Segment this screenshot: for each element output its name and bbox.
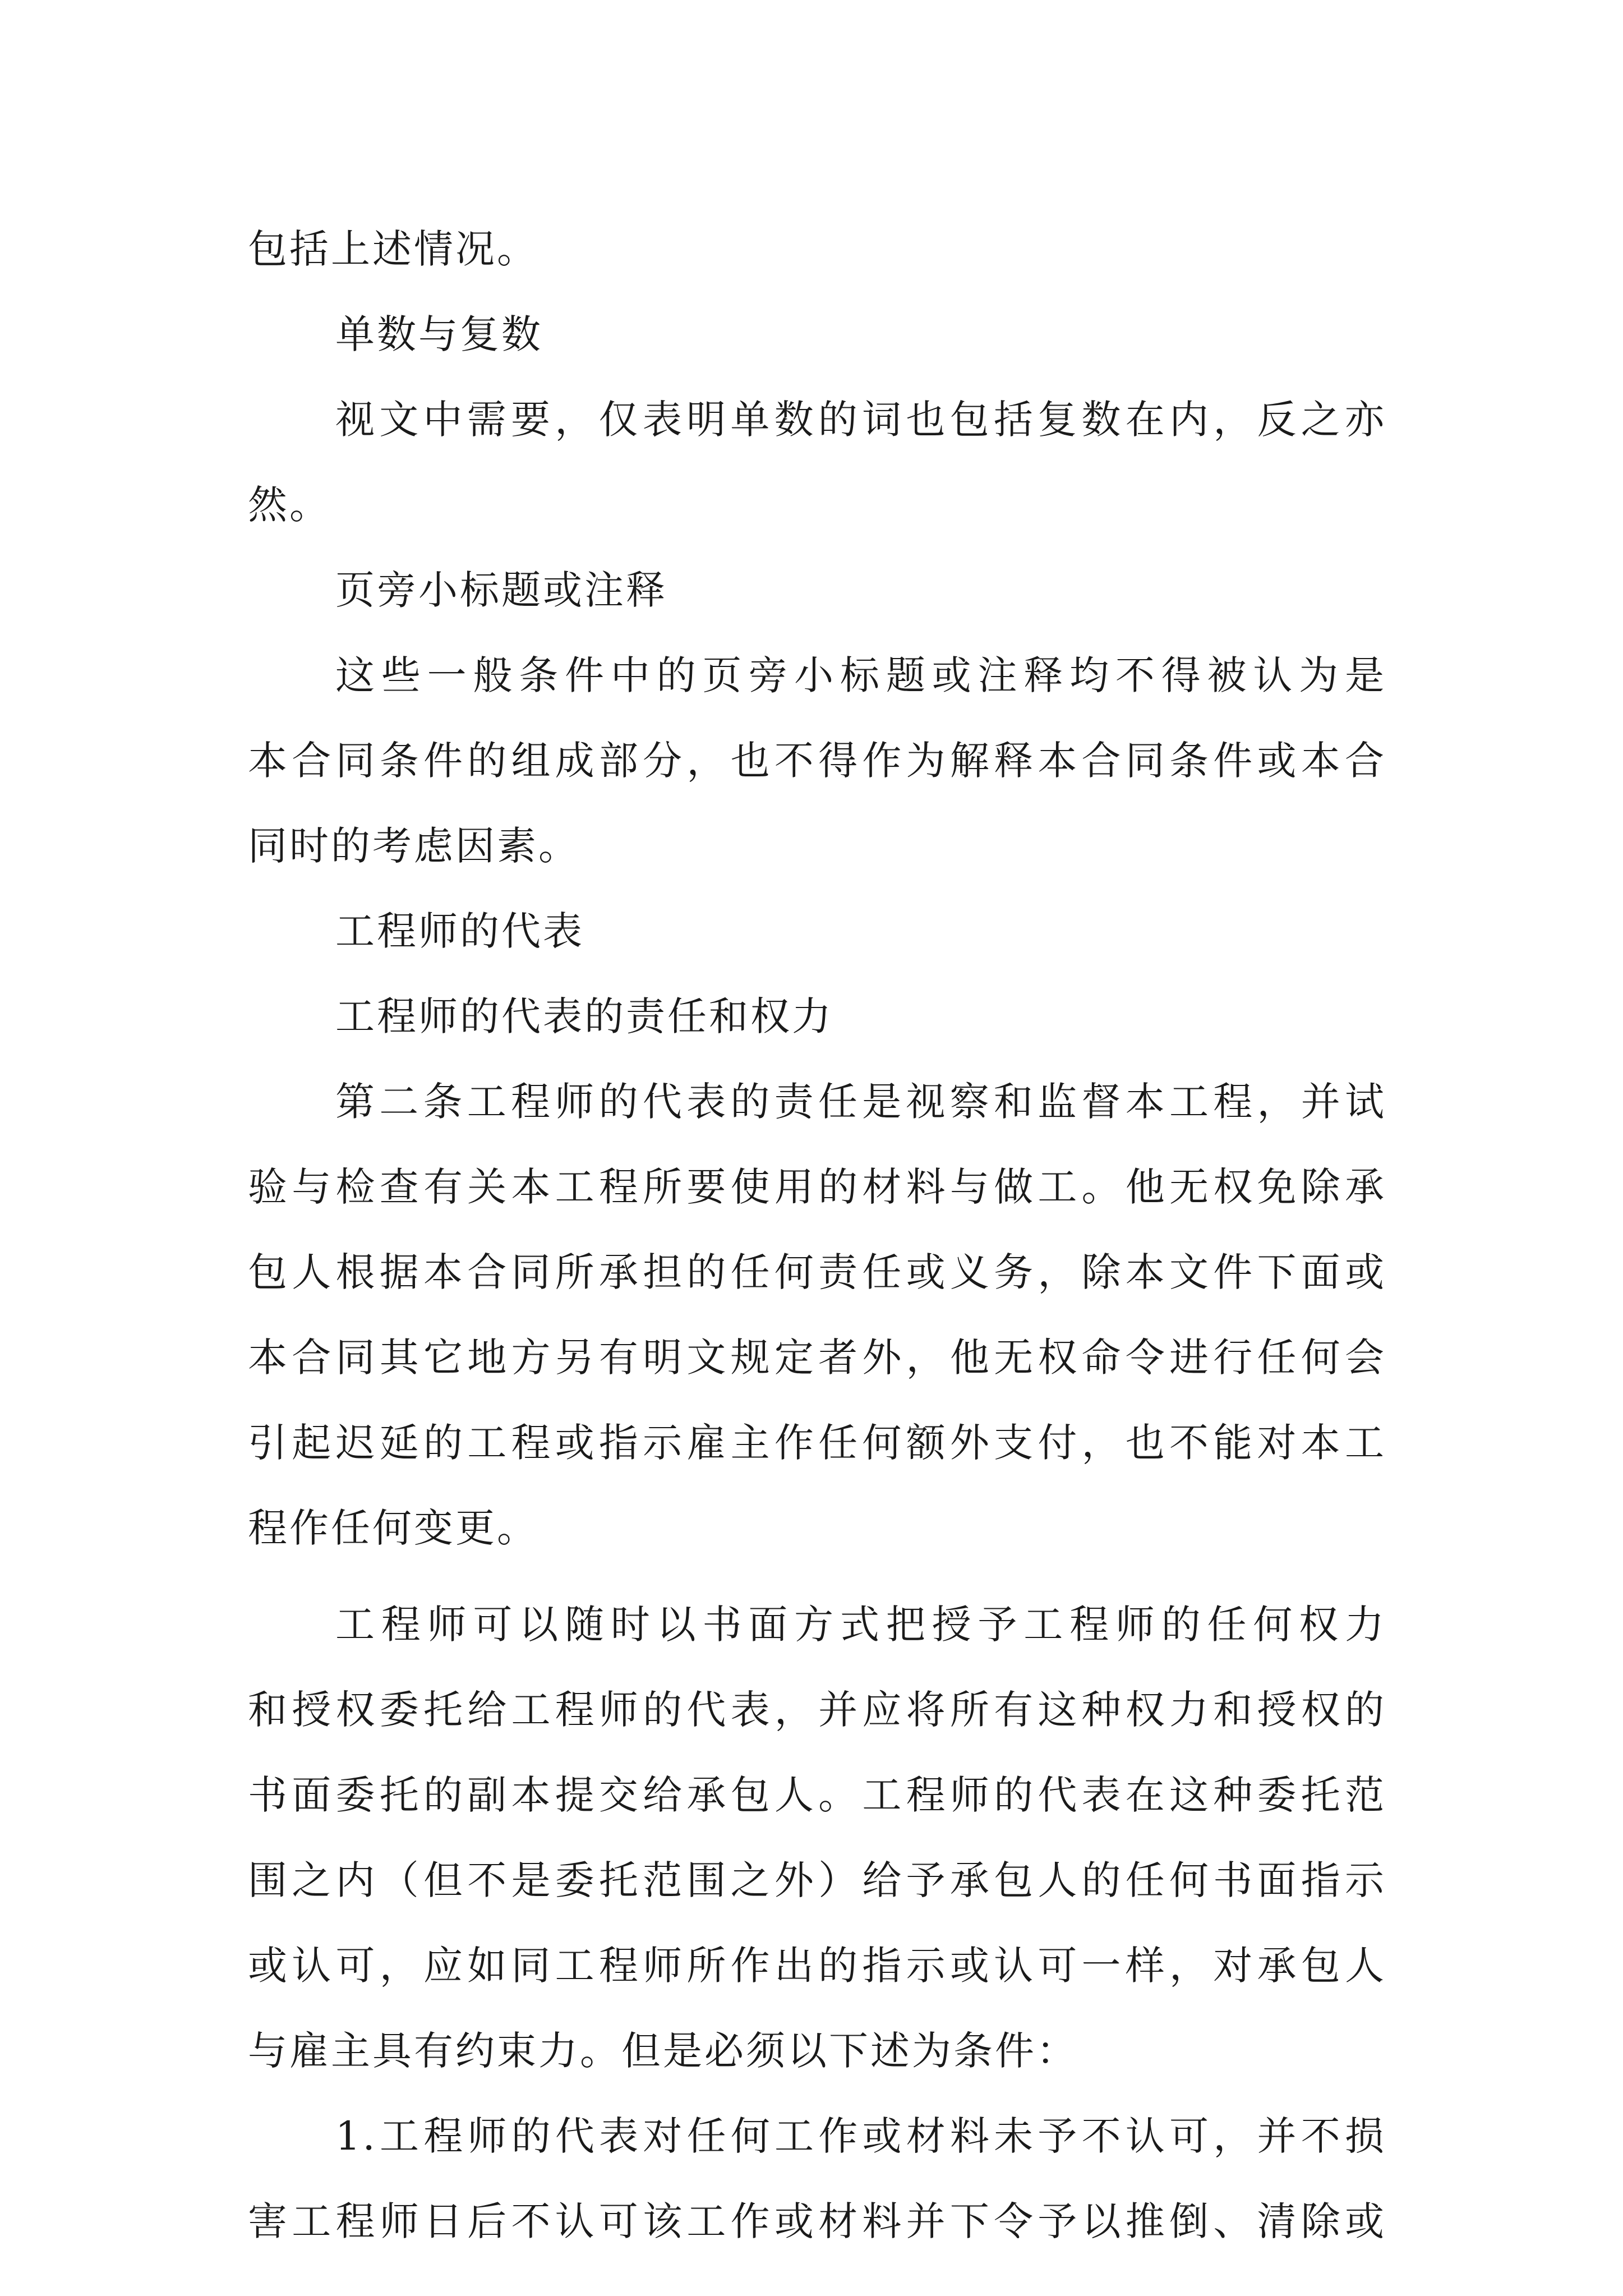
- text-line: 这些一般条件中的页旁小标题或注释均不得被认为是: [335, 652, 1386, 698]
- text-line: 或认可，应如同工程师所作出的指示或认可一样，对承包人: [248, 1943, 1386, 1989]
- text-line: 本合同条件的组成部分，也不得作为解释本合同条件或本合: [248, 738, 1386, 784]
- text-line: 然。: [248, 482, 331, 528]
- section-heading: 单数与复数: [335, 311, 543, 357]
- text-line: 工程师可以随时以书面方式把授予工程师的任何权力: [335, 1602, 1386, 1648]
- section-subheading: 工程师的代表的责任和权力: [335, 993, 833, 1039]
- text-line: 与雇主具有约束力。但是必须以下述为条件：: [248, 2028, 1078, 2074]
- text-line: 引起迟延的工程或指示雇主作任何额外支付，也不能对本工: [248, 1420, 1386, 1466]
- text-line: 第二条工程师的代表的责任是视察和监督本工程，并试: [335, 1079, 1386, 1125]
- text-line: 围之内（但不是委托范围之外）给予承包人的任何书面指示: [248, 1857, 1386, 1903]
- text-line: 程作任何变更。: [248, 1505, 538, 1551]
- text-line: 害工程师日后不认可该工作或材料并下令予以推倒、清除或: [248, 2198, 1386, 2244]
- text-line: 和授权委托给工程师的代表，并应将所有这种权力和授权的: [248, 1687, 1386, 1733]
- text-line: 本合同其它地方另有明文规定者外，他无权命令进行任何会: [248, 1335, 1386, 1381]
- section-heading: 页旁小标题或注释: [335, 567, 667, 613]
- text-line: 包人根据本合同所承担的任何责任或义务，除本文件下面或: [248, 1249, 1386, 1295]
- text-line: 书面委托的副本提交给承包人。工程师的代表在这种委托范: [248, 1772, 1386, 1818]
- document-body: [248, 206, 1386, 2264]
- section-heading: 工程师的代表: [335, 908, 584, 954]
- list-item: 1.工程师的代表对任何工作或材料未予不认可，并不损: [335, 2113, 1386, 2159]
- text-line: 包括上述情况。: [248, 226, 538, 272]
- text-line: 同时的考虑因素。: [248, 823, 580, 869]
- text-line: 验与检查有关本工程所要使用的材料与做工。他无权免除承: [248, 1164, 1386, 1210]
- text-line: 视文中需要，仅表明单数的词也包括复数在内，反之亦: [335, 397, 1386, 443]
